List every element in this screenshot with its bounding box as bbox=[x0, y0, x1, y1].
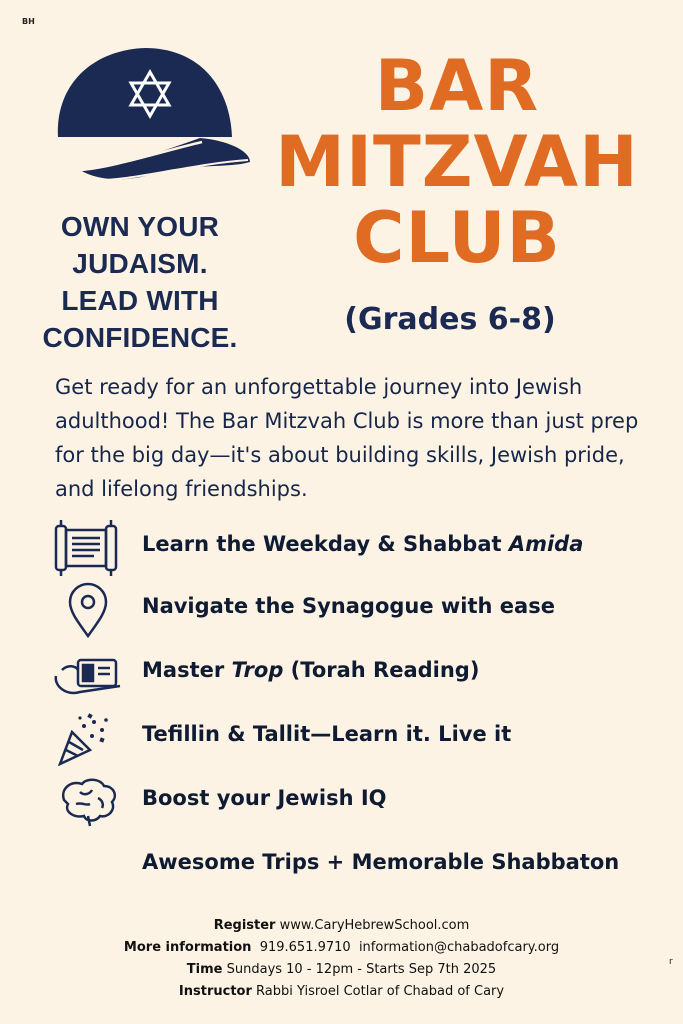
info-label: More information bbox=[123, 940, 252, 955]
title-line: CLUB bbox=[353, 197, 561, 279]
feature-text-part: Master bbox=[142, 658, 232, 682]
feature-text-part: Awesome Trips + Memorable Shabbaton bbox=[142, 850, 620, 874]
instructor-label: Instructor bbox=[178, 984, 252, 999]
instructor-value: Rabbi Yisroel Cotlar of Chabad of Cary bbox=[251, 984, 505, 999]
feature-text-part: Navigate the Synagogue with ease bbox=[142, 594, 555, 618]
feature-text bbox=[142, 850, 619, 874]
feature-text bbox=[142, 658, 479, 682]
time-label: Time bbox=[186, 962, 223, 977]
feature-text bbox=[142, 532, 583, 556]
time-line bbox=[0, 959, 683, 981]
instructor-line bbox=[0, 981, 683, 1003]
brain-icon bbox=[50, 774, 130, 830]
feature-text bbox=[142, 722, 511, 746]
register-line bbox=[0, 915, 683, 937]
cap-icon bbox=[50, 42, 255, 197]
stray-mark: r bbox=[669, 957, 673, 967]
feature-item bbox=[50, 646, 670, 702]
torah-reading-icon bbox=[50, 646, 130, 702]
location-pin-icon bbox=[50, 582, 130, 638]
register-link[interactable]: www.CaryHebrewSchool.com bbox=[275, 918, 470, 933]
tagline-line: OWN YOUR bbox=[60, 211, 220, 242]
time-value: Sundays 10 - 12pm - Starts Sep 7th 2025 bbox=[222, 962, 497, 977]
feature-item bbox=[50, 710, 670, 766]
torah-scroll-icon bbox=[50, 520, 130, 576]
tagline-line: LEAD WITH bbox=[61, 285, 219, 316]
footer-info bbox=[0, 915, 683, 1003]
feature-text bbox=[142, 786, 387, 810]
grades-label: (Grades 6-8) bbox=[344, 302, 556, 337]
title-line: BAR bbox=[374, 45, 540, 127]
intro-paragraph: Get ready for an unforgettable journey into Jewish adulthood! The Bar Mitzvah Club is more than just prep for the big day—it's about building skills, Jewish pride, and lifelong friendships. bbox=[55, 375, 639, 501]
feature-text-italic: Trop bbox=[231, 658, 284, 682]
tagline-line: CONFIDENCE. bbox=[42, 322, 238, 353]
feature-item bbox=[50, 774, 670, 830]
feature-text-part: Learn the Weekday & Shabbat bbox=[142, 532, 509, 556]
title-line: MITZVAH bbox=[275, 121, 639, 203]
tagline bbox=[40, 208, 240, 356]
party-popper-icon bbox=[50, 710, 130, 766]
tagline-line: JUDAISM. bbox=[72, 248, 208, 279]
feature-text bbox=[142, 594, 555, 618]
register-label: Register bbox=[213, 918, 276, 933]
page-title bbox=[262, 45, 652, 279]
feature-item bbox=[50, 838, 670, 894]
feature-text-part: Tefillin & Tallit—Learn it. Live it bbox=[142, 722, 512, 746]
feature-text-part: Boost your Jewish IQ bbox=[142, 786, 387, 810]
feature-item bbox=[50, 520, 670, 576]
feature-item bbox=[50, 582, 670, 638]
feature-text-part: (Torah Reading) bbox=[283, 658, 480, 682]
info-line bbox=[0, 937, 683, 959]
bh-mark: BH bbox=[22, 17, 35, 26]
contact-info[interactable]: 919.651.9710 information@chabadofcary.org bbox=[251, 940, 560, 955]
feature-text-italic: Amida bbox=[508, 532, 584, 556]
